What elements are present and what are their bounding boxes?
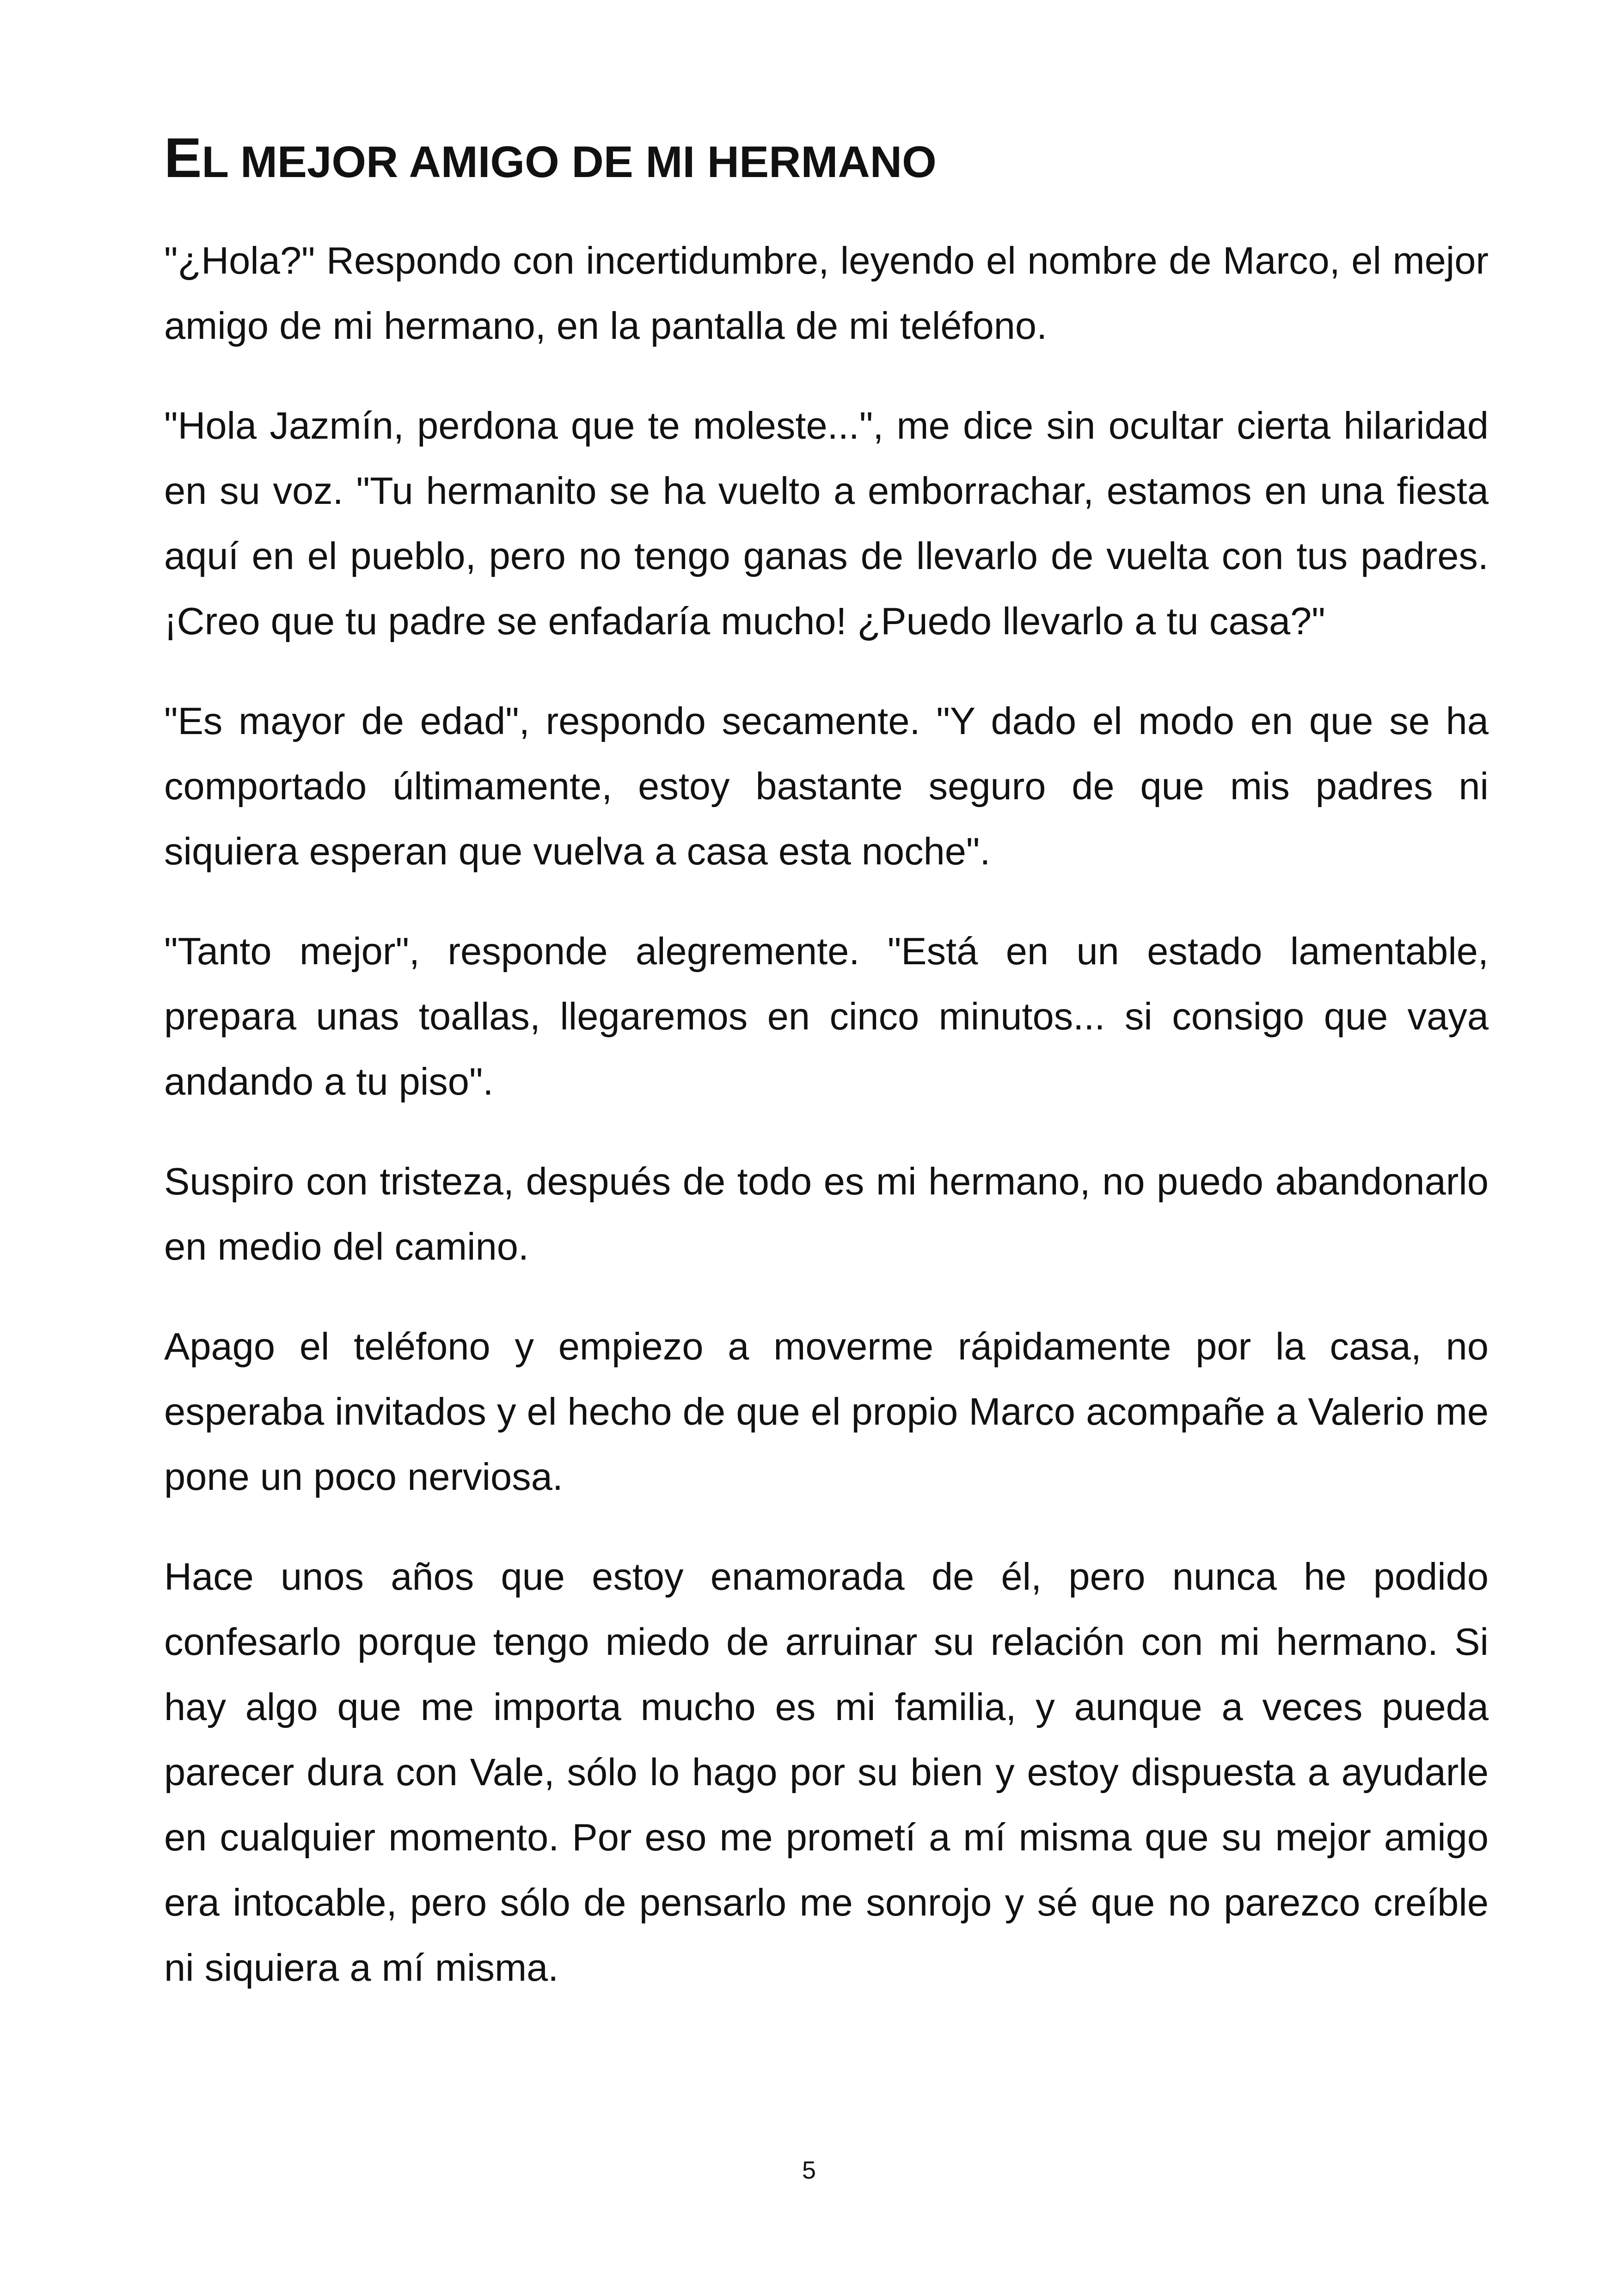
paragraph-1: "¿Hola?" Respondo con incertidumbre, leyendo el nombre de Marco, el mejor amigo de mi hermano, en la pantalla de mi teléfono. xyxy=(164,239,1489,347)
chapter-title-initial: E xyxy=(164,126,202,189)
paragraph-6: Apago el teléfono y empiezo a moverme rápidamente por la casa, no esperaba invitados y el hecho de que el propio Marco acompañe a Valerio me pone un poco nerviosa. xyxy=(164,1324,1489,1498)
chapter-title-rest: L MEJOR AMIGO DE MI HERMANO xyxy=(202,137,937,187)
page-number: 5 xyxy=(802,2156,816,2184)
paragraph-4: "Tanto mejor", responde alegremente. "Está en un estado lamentable, prepara unas toallas, llegaremos en cinco minutos... si consigo que vaya andando a tu piso". xyxy=(164,929,1489,1103)
paragraph-7: Hace unos años que estoy enamorada de él, pero nunca he podido confesarlo porque tengo miedo de arruinar su relación con mi hermano. Si hay algo que me importa mucho es mi familia, y aunque a veces pueda parecer dura con Vale, sólo lo hago por su bien y estoy dispuesta a ayudarle en cualquier momento. Por eso me prometí a mí misma que su mejor amigo era intocable, pero sólo de pensarlo me sonrojo y sé que no parezco creíble ni siquiera a mí misma. xyxy=(164,1555,1489,1989)
chapter-title xyxy=(164,121,1489,195)
paragraph-5: Suspiro con tristeza, después de todo es mi hermano, no puedo abandonarlo en medio del camino. xyxy=(164,1159,1489,1268)
paragraph-2: "Hola Jazmín, perdona que te moleste...", me dice sin ocultar cierta hilaridad en su voz. "Tu hermanito se ha vuelto a emborrachar, estamos en una fiesta aquí en el pueblo, pero no tengo ganas de llevarlo de vuelta con tus padres. ¡Creo que tu padre se enfadaría mucho! ¿Puedo llevarlo a tu casa?" xyxy=(164,404,1489,643)
paragraph-3: "Es mayor de edad", respondo secamente. "Y dado el modo en que se ha comportado últimamente, estoy bastante seguro de que mis padres ni siquiera esperan que vuelva a casa esta noche". xyxy=(164,699,1489,873)
text-column xyxy=(164,121,1489,2035)
